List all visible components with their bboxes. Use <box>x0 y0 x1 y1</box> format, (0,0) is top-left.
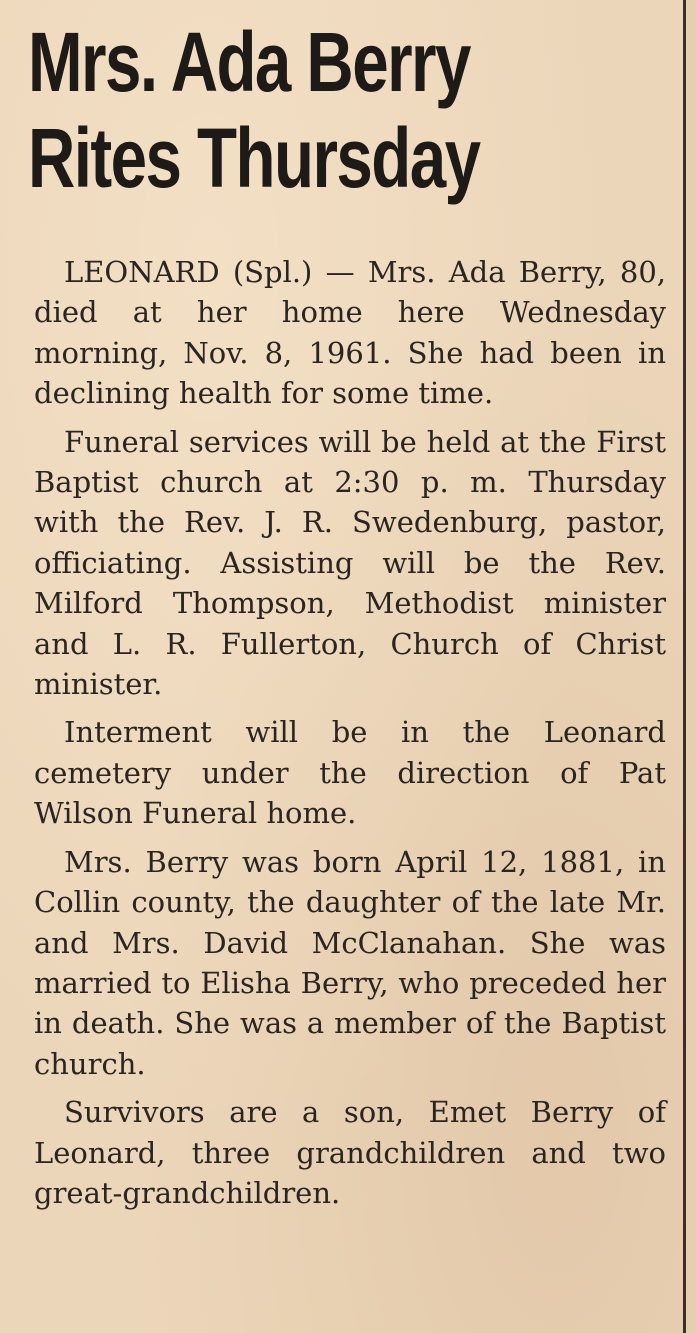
paragraph-interment: Interment will be in the Leonard cemetery under the direction of Pat Wilson Funeral home. <box>34 715 666 831</box>
headline-line-1: Mrs. Ada Berry <box>28 15 470 109</box>
headline <box>28 14 527 206</box>
paragraph-death-notice: LEONARD (Spl.) — Mrs. Ada Berry, 80, died at her home here Wednesday morning, Nov. 8, 1961. She had been in declining health for some time. <box>34 255 666 411</box>
paragraph-funeral-services: Funeral services will be held at the First Baptist church at 2:30 p. m. Thursday with the Rev. J. R. Swedenburg, pastor, officiating. Assisting will be the Rev. Milford Thompson, Methodist minister and L. R. Fullerton, Church of Christ minister. <box>34 424 666 702</box>
page-edge <box>686 0 696 1333</box>
article-body <box>34 252 666 1213</box>
headline-line-2: Rites Thursday <box>28 111 480 205</box>
paragraph-survivors: Survivors are a son, Emet Berry of Leonard, three grandchildren and two great-grandchildren. <box>34 1095 666 1210</box>
paragraph-biography: Mrs. Berry was born April 12, 1881, in Collin county, the daughter of the late Mr. and Mrs. David McClanahan. She was married to Elisha Berry, who preceded her in death. She was a member of the Baptist church. <box>34 844 666 1081</box>
